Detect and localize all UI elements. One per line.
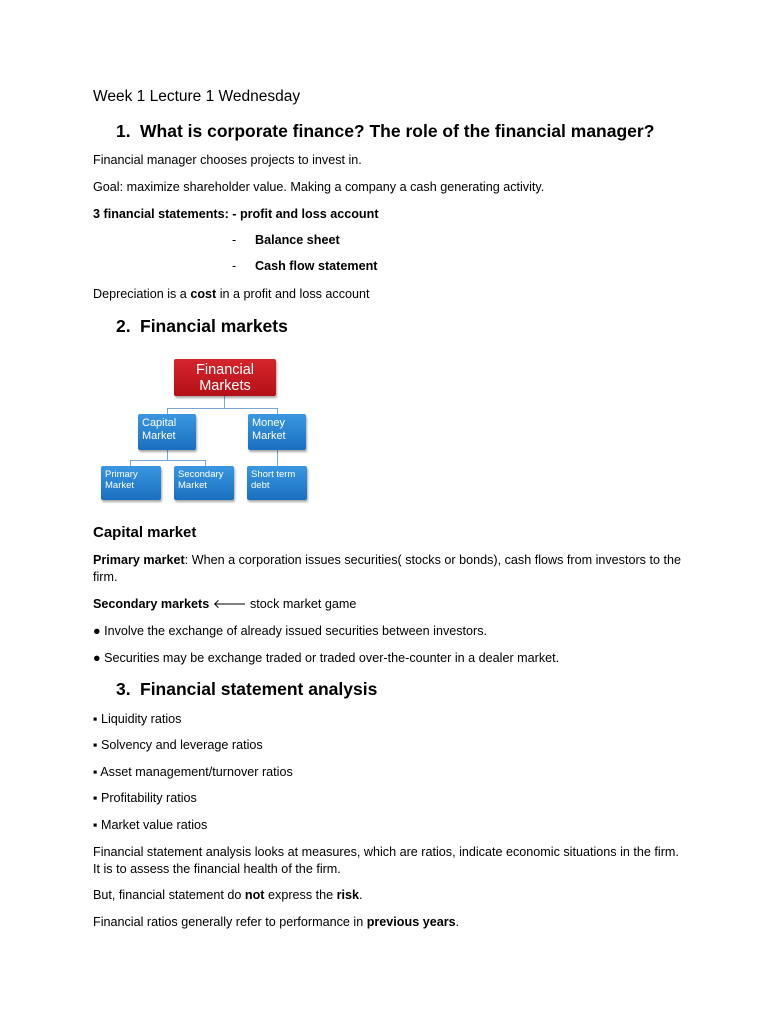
previous-years-bold: previous years	[366, 915, 456, 929]
node-secondary-market: Secondary Market	[174, 466, 234, 500]
document-title: Week 1 Lecture 1 Wednesday	[93, 88, 301, 105]
risk-paragraph	[93, 887, 363, 904]
list-dash: -	[232, 233, 237, 247]
risk-text-end: .	[359, 888, 363, 902]
node-financial-markets: Financial Markets	[174, 359, 276, 396]
ratio-item: ▪ Market value ratios	[93, 818, 208, 832]
section-2-title: Financial markets	[140, 316, 288, 336]
section-3-title: Financial statement analysis	[140, 679, 378, 699]
left-arrow-icon: 🡐	[212, 597, 247, 611]
depreciation-paragraph	[93, 286, 370, 303]
connector-line	[224, 396, 225, 408]
s1-paragraph-1: Financial manager chooses projects to invest in.	[93, 153, 362, 167]
secondary-markets-bold: Secondary markets	[93, 597, 210, 611]
ratio-item: ▪ Solvency and leverage ratios	[93, 738, 263, 752]
section-1-heading	[116, 121, 654, 142]
section-1-number: 1.	[116, 121, 131, 141]
ratio-item: ▪ Profitability ratios	[93, 791, 197, 805]
section-3-number: 3.	[116, 679, 131, 699]
node-capital-market: Capital Market	[138, 414, 196, 450]
ratios-performance-paragraph	[93, 914, 459, 931]
ratio-item: ▪ Asset management/turnover ratios	[93, 765, 293, 779]
analysis-paragraph: Financial statement analysis looks at measures, which are ratios, indicate economic situations in the firm. It is to assess the financial health of the firm.	[93, 845, 679, 876]
ratio-item: ▪ Liquidity ratios	[93, 712, 182, 726]
section-1-title: What is corporate finance? The role of the financial manager?	[140, 121, 655, 141]
section-3-heading	[116, 679, 377, 700]
list-dash: -	[232, 259, 237, 273]
statement-balance-sheet: Balance sheet	[255, 233, 340, 247]
bullet-item: ● Involve the exchange of already issued securities between investors.	[93, 624, 488, 638]
section-2-heading	[116, 316, 288, 337]
risk-not-bold: not	[244, 888, 265, 902]
connector-line	[167, 450, 168, 460]
connector-line	[167, 408, 277, 409]
risk-text-mid: express the	[264, 888, 337, 902]
financial-markets-diagram	[100, 358, 310, 503]
primary-market-text: : When a corporation issues securities( stocks or bonds), cash flows from investors to the firm.	[93, 553, 681, 584]
risk-bold: risk	[336, 888, 360, 902]
connector-line	[130, 460, 206, 461]
performance-text: Financial ratios generally refer to performance in	[93, 915, 367, 929]
primary-market-paragraph	[93, 552, 683, 586]
node-primary-market: Primary Market	[101, 466, 161, 500]
secondary-markets-paragraph	[93, 596, 356, 613]
s1-paragraph-2: Goal: maximize shareholder value. Making a company a cash generating activity.	[93, 180, 545, 194]
capital-market-heading: Capital market	[93, 524, 197, 541]
performance-text-end: .	[455, 915, 460, 929]
node-money-market: Money Market	[248, 414, 306, 450]
depreciation-text: Depreciation is a	[93, 287, 191, 301]
risk-text: But, financial statement do	[93, 888, 245, 902]
primary-market-bold: Primary market	[93, 553, 185, 567]
section-2-number: 2.	[116, 316, 131, 336]
secondary-markets-text: stock market game	[246, 597, 357, 611]
node-short-term-debt: Short term debt	[247, 466, 307, 500]
connector-line	[277, 450, 278, 466]
depreciation-cost-bold: cost	[190, 287, 217, 301]
financial-statements-label: 3 financial statements: - profit and loss account	[93, 207, 379, 221]
statement-cash-flow: Cash flow statement	[255, 259, 378, 273]
bullet-item: ● Securities may be exchange traded or traded over-the-counter in a dealer market.	[93, 651, 560, 665]
depreciation-text-end: in a profit and loss account	[216, 287, 370, 301]
